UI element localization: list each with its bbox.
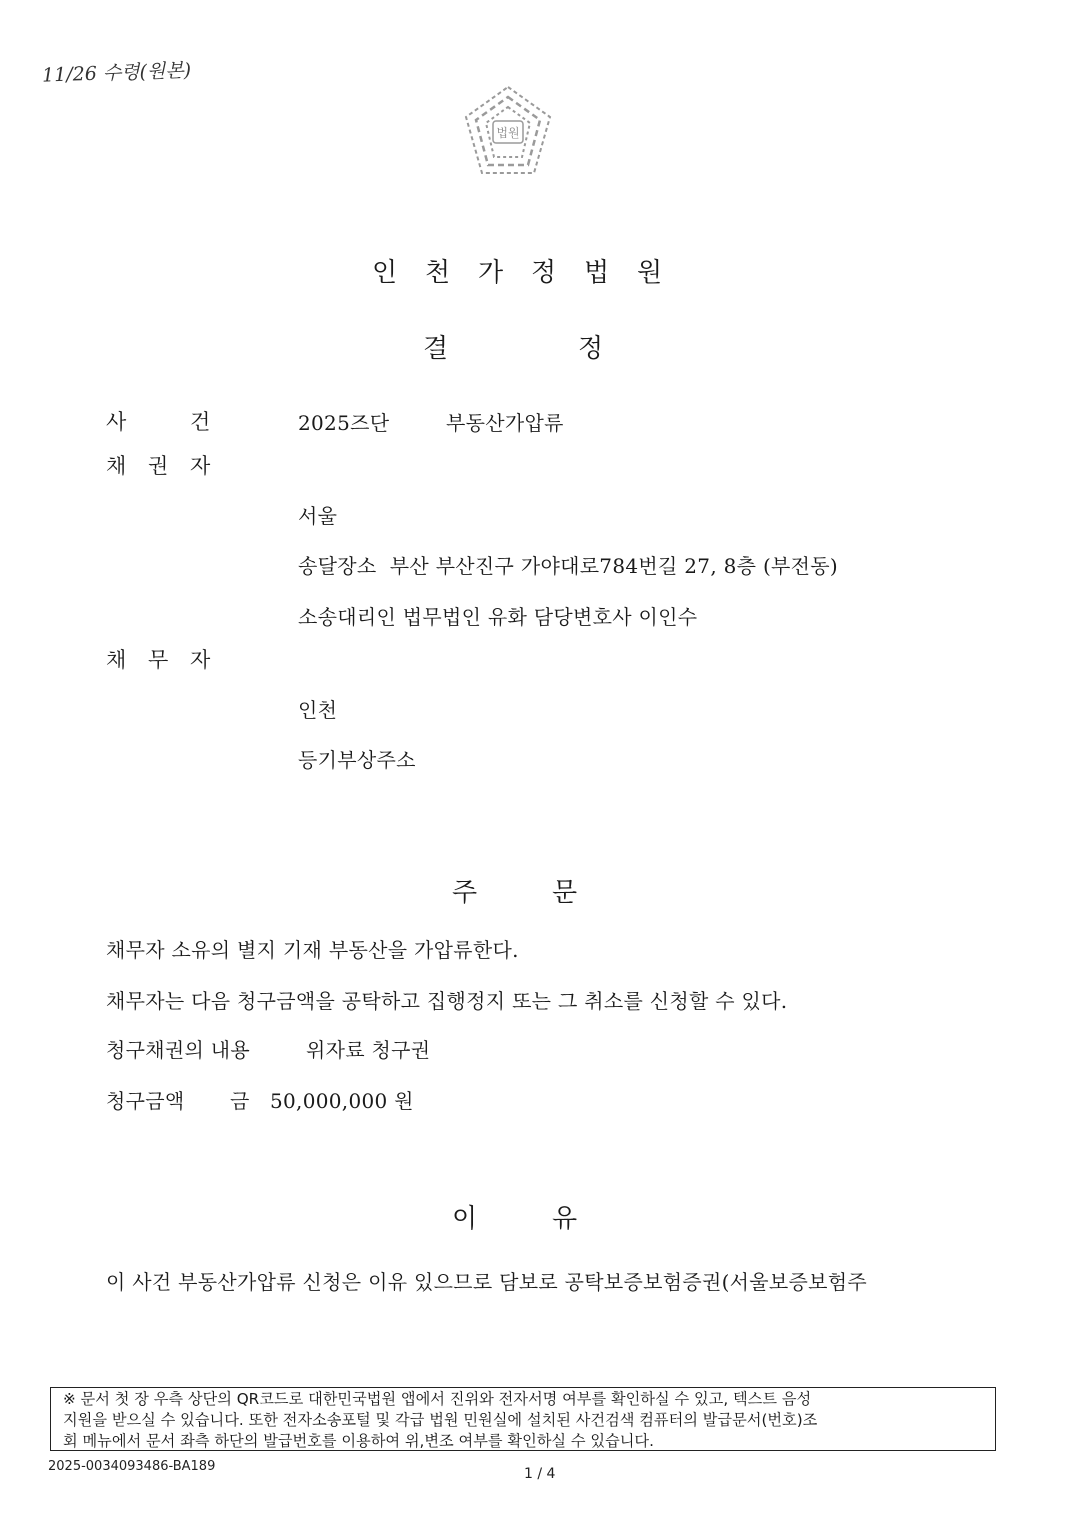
document-title-char: 결 [423, 334, 449, 364]
debtor-label-char: 무 [148, 648, 169, 672]
court-name-char: 인 [371, 258, 398, 288]
debtor-label-char: 채 [106, 648, 127, 672]
claim-label: 청구채권의 내용 [106, 1038, 250, 1062]
debtor-label-char: 자 [190, 648, 211, 672]
issue-number: 2025-0034093486-BA189 [48, 1459, 216, 1474]
debtor-address-note: 등기부상주소 [298, 748, 416, 772]
debtor-city: 인천 [298, 698, 338, 722]
order-heading-char: 문 [552, 878, 578, 908]
amount-value: 50,000,000 원 [270, 1089, 414, 1113]
court-seal-emblem [462, 83, 554, 179]
notice-line: 지원을 받으실 수 있습니다. 또한 전자소송포털 및 각급 법원 민원실에 설치된 사건검색 컴퓨터의 발급문서(번호)조 [63, 1411, 818, 1429]
seal-text: 법원 [496, 126, 520, 140]
creditor-label-char: 자 [190, 454, 211, 478]
court-name-char: 정 [530, 258, 557, 288]
creditor-agent: 소송대리인 법무법인 유화 담당변호사 이인수 [298, 605, 698, 629]
court-name-char: 천 [424, 258, 451, 288]
case-number: 2025즈단 [298, 411, 390, 435]
order-line-2: 채무자는 다음 청구금액을 공탁하고 집행정지 또는 그 취소를 신청할 수 있다. [106, 989, 788, 1013]
claim-value: 위자료 청구권 [306, 1038, 431, 1062]
notice-line: 회 메뉴에서 문서 좌측 하단의 발급번호를 이용하여 위,변조 여부를 확인하실 수 있습니다. [63, 1432, 654, 1450]
court-name [358, 252, 676, 289]
amount-prefix: 금 [230, 1089, 250, 1113]
court-name-char: 가 [477, 258, 504, 288]
court-name-char: 법 [583, 258, 610, 288]
creditor-service-address: 송달장소 부산 부산진구 가야대로784번길 27, 8층 (부전동) [298, 554, 839, 578]
creditor-label-char: 채 [106, 454, 127, 478]
order-line-1: 채무자 소유의 별지 기재 부동산을 가압류한다. [106, 938, 519, 962]
page-number: 1 / 4 [524, 1466, 556, 1482]
court-name-char: 원 [636, 258, 663, 288]
reason-heading-char: 유 [552, 1204, 578, 1234]
creditor-city: 서울 [298, 504, 338, 528]
creditor-label-char: 권 [148, 454, 169, 478]
notice-line: ※ 문서 첫 장 우측 상단의 QR코드로 대한민국법원 앱에서 진위와 전자서명 여부를 확인하실 수 있고, 텍스트 음성 [63, 1390, 812, 1408]
document-title-char: 정 [578, 334, 604, 364]
verification-notice-box [50, 1387, 996, 1451]
case-type: 부동산가압류 [446, 411, 564, 435]
reason-heading-char: 이 [452, 1204, 478, 1234]
order-heading-char: 주 [452, 878, 478, 908]
reason-line-1: 이 사건 부동산가압류 신청은 이유 있으므로 담보로 공탁보증보험증권(서울보증보험주 [106, 1270, 868, 1294]
case-label-char: 사 [106, 410, 127, 434]
handwritten-note: 11/26 수령(원본) [41, 59, 192, 87]
case-label-char: 건 [190, 410, 211, 434]
amount-label: 청구금액 [106, 1089, 185, 1113]
